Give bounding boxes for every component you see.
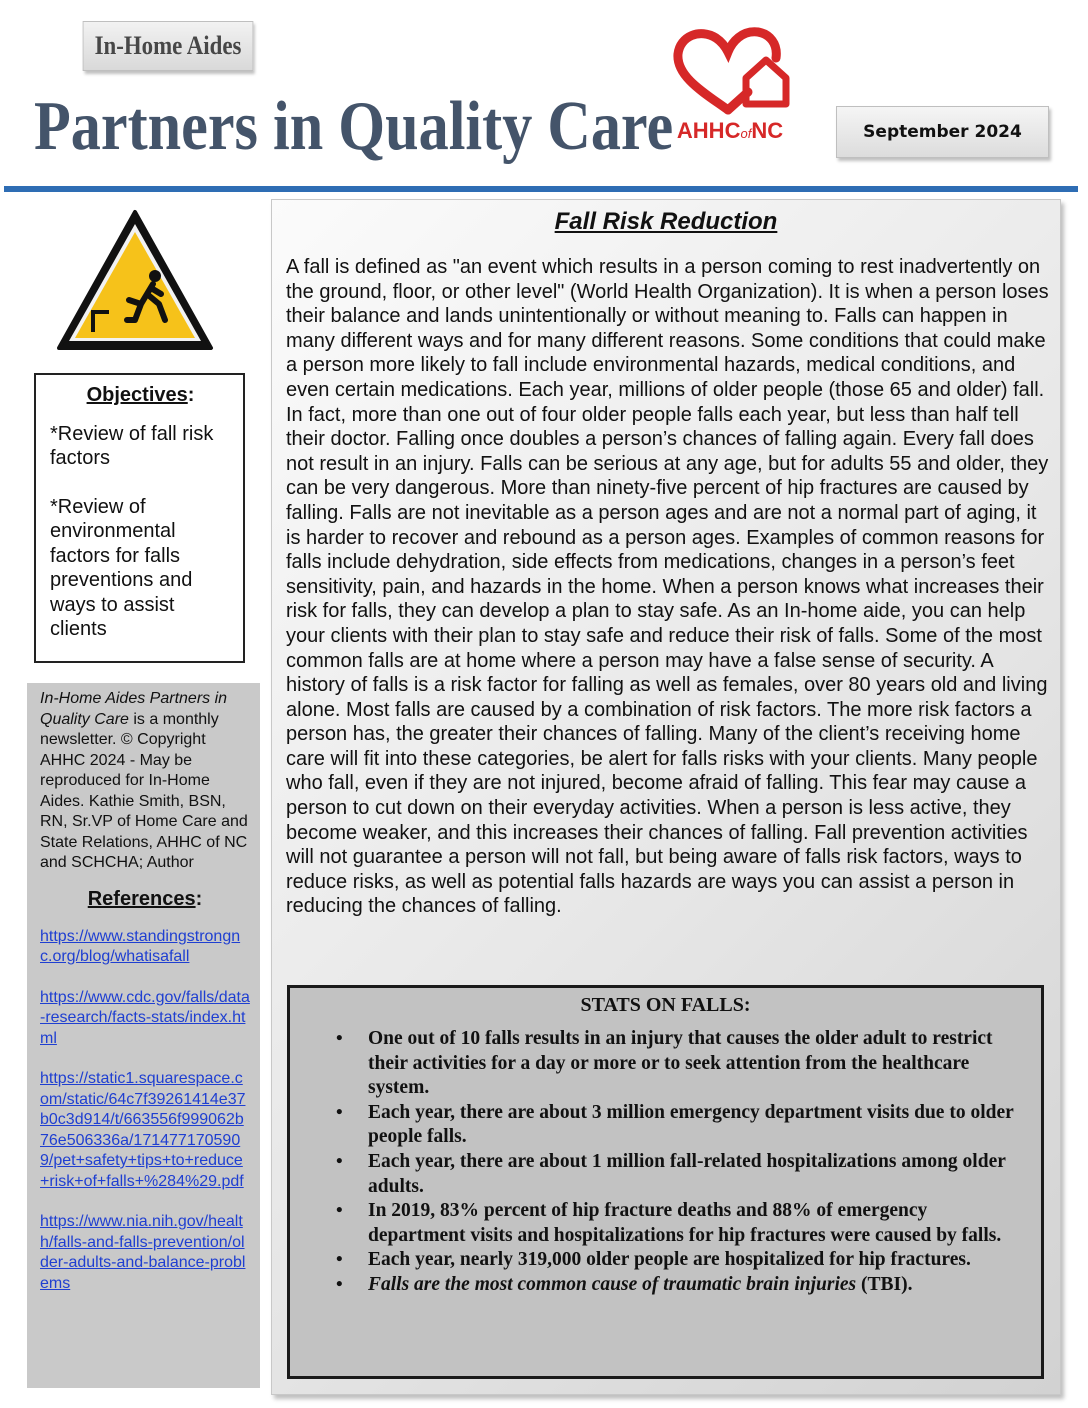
blurb-text: is a monthly newsletter. © Copyright AHHC 2024 - May be reproduced for In-Home Aides. Kathie Smith, BSN, RN, Sr.VP of Home Care and State Relations, AHHC of NC and SCHCHA; Author: [40, 710, 248, 871]
logo-name: AHHC: [676, 118, 741, 143]
stats-item: • One out of 10 falls results in an injury that causes the older adult to restrict their activities for a day or more or to seek attention from the healthcare system.: [306, 1027, 1025, 1101]
objectives-box: [34, 373, 245, 663]
stats-item: • Each year, there are about 1 million fall-related hospitalizations among older adults.: [306, 1150, 1025, 1199]
references-heading: References:: [87, 887, 203, 910]
article-panel: [271, 199, 1061, 1395]
stats-item-italic: Falls are the most common cause of traumatic brain injuries: [368, 1273, 857, 1295]
reference-link[interactable]: https://www.nia.nih.gov/health/falls-and-falls-prevention/older-adults-and-balance-problems: [40, 1213, 246, 1292]
reference-link[interactable]: https://www.cdc.gov/falls/data-research/facts-stats/index.html: [40, 988, 250, 1047]
objective-item: *Review of environmental factors for falls preventions and ways to assist clients: [50, 495, 193, 640]
stats-item-rest: (TBI).: [856, 1273, 913, 1295]
article-title: Fall Risk Reduction: [554, 208, 778, 235]
fall-hazard-warning-icon: [55, 208, 215, 354]
header-tab-label: In-Home Aides: [94, 31, 242, 60]
article-body: A fall is defined as "an event which results in a person coming to rest inadvertently on the ground, floor, or other level" (World Health Organization). It is when a person loses their balance and lands unintentionally or without meaning to. Falls can happen in many different ways and for many different reasons. Some conditions that could make a person more likely to fall include environmental hazards, medical conditions, and even certain medications. Each year, millions of older people (those 65 and older) fall. In fact, more than one out of four older people falls each year, but less than half tell their doctor. Falling once doubles a person’s chances of falling again. Every fall does not result in an injury. Falls can be serious at any age, but for adults 55 and older, they can be very dangerous. More than ninety-five percent of hip fractures are caused by falling. Falls are not inevitable as a person ages and are not a normal part of aging, it is harder to recover and rebound as a person ages. Examples of common reasons for falls include dehydration, side effects from medications, changes in a person’s feet sensitivity, pain, and hazards in the home. When a person knows what increases their risk for falls, they can develop a plan to stay safe. As an In-home aide, you can help your clients with their plan to stay safe and reduce their risk of falls. Some of the most common falls are at home where a person may have a false sense of security. A history of falls is a risk factor for falling as well as females, over 80 years old and living alone. Most falls are caused by a combination of risk factors. The more risk factors a person has, the greater their chances of falling. Many of the client’s receiving home care will fit into these categories, be alert for falls risks with your clients. Many people who fall, even if they are not injured, become afraid of falling. This fear may cause a person to cut down on their everyday activities. When a person is less active, they become weaker, and this increases their chances of falling. Fall prevention activities will not guarantee a person will not fall, but being aware of falls risk factors, ways to reduce risks, as well as potential falls hazards are ways you can assist a person in reducing the chances of falling.: [286, 256, 1049, 918]
stats-box: [287, 985, 1044, 1379]
blurb-publication-name: In-Home Aides Partners in Quality Care: [40, 690, 228, 728]
stats-heading: STATS ON FALLS:: [580, 994, 751, 1016]
logo-of: of: [740, 126, 752, 141]
issue-date-text: September 2024: [863, 122, 1022, 142]
header-tab: [83, 21, 254, 71]
reference-link[interactable]: https://static1.squarespace.com/static/64c7f39261414e37b0c3d914/t/663556f999062b76e506336a/1714771705909/pet+safety+tips+to+reduce+risk+of+falls+%284%29.pdf: [40, 1070, 246, 1190]
logo-text: [668, 118, 792, 144]
stats-item: [306, 1273, 1025, 1298]
objectives-heading: Objectives:: [86, 384, 195, 406]
newsletter-blurb: [40, 689, 250, 874]
newsletter-title: Partners in Quality Care: [34, 88, 674, 165]
stats-item: • Each year, there are about 3 million emergency department visits due to older people falls.: [306, 1101, 1025, 1150]
logo-suffix: NC: [751, 118, 784, 143]
reference-link[interactable]: https://www.standingstrongnc.org/blog/whatisafall: [40, 927, 241, 965]
objective-item: *Review of fall risk factors: [50, 422, 214, 469]
stats-list: [306, 1027, 1025, 1298]
header-divider: [4, 186, 1078, 192]
issue-date: [836, 106, 1049, 158]
sidebar-panel: [27, 683, 260, 1388]
stats-item: • Each year, nearly 319,000 older people are hospitalized for hip fractures.: [306, 1248, 1025, 1273]
stats-item: • In 2019, 83% percent of hip fracture deaths and 88% of emergency department visits and hospitalizations for hip fractures were caused by falls.: [306, 1199, 1025, 1248]
